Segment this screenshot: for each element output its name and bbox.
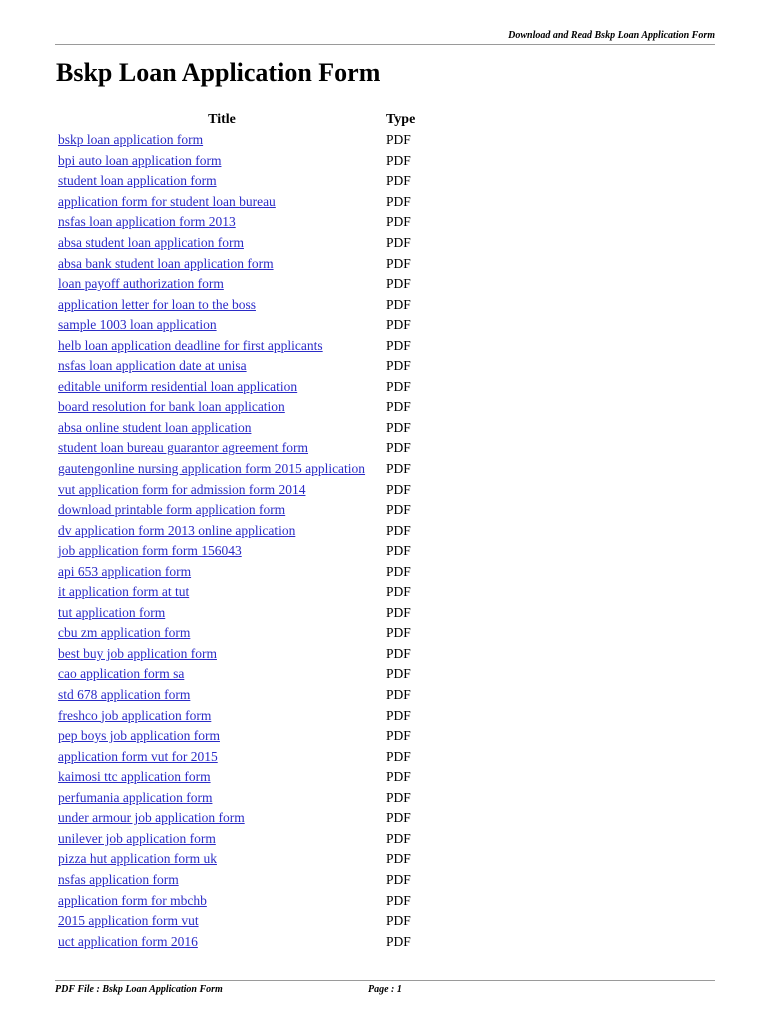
table-row <box>58 233 415 254</box>
type-cell: PDF <box>386 522 411 538</box>
document-link[interactable]: it application form at tut <box>58 584 190 600</box>
footer-divider <box>55 980 715 981</box>
table-row <box>58 274 415 295</box>
document-link[interactable]: application letter for loan to the boss <box>58 296 256 312</box>
table-header-row <box>58 110 415 130</box>
type-cell: PDF <box>386 378 411 394</box>
table-row <box>58 931 415 952</box>
title-cell <box>58 664 386 685</box>
title-cell <box>58 767 386 788</box>
title-cell <box>58 315 386 336</box>
table-row <box>58 705 415 726</box>
document-link[interactable]: dv application form 2013 online application <box>58 522 296 538</box>
table-row <box>58 459 415 480</box>
type-cell: PDF <box>386 913 411 929</box>
title-cell <box>58 788 386 809</box>
column-header-type: Type <box>386 112 416 127</box>
type-cell: PDF <box>386 625 411 641</box>
title-cell <box>58 623 386 644</box>
table-row <box>58 500 415 521</box>
type-cell: PDF <box>386 871 411 887</box>
type-cell: PDF <box>386 214 411 230</box>
table-row <box>58 685 415 706</box>
document-link[interactable]: uct application form 2016 <box>58 933 198 949</box>
document-link[interactable]: bpi auto loan application form <box>58 152 222 168</box>
title-cell <box>58 644 386 665</box>
table-row <box>58 438 415 459</box>
column-header-title: Title <box>208 112 236 127</box>
type-cell: PDF <box>386 440 411 456</box>
table-row <box>58 151 415 172</box>
document-link[interactable]: best buy job application form <box>58 645 217 661</box>
document-link[interactable]: editable uniform residential loan application <box>58 378 298 394</box>
document-link[interactable]: under armour job application form <box>58 810 245 826</box>
type-cell: PDF <box>386 563 411 579</box>
document-link[interactable]: freshco job application form <box>58 707 212 723</box>
type-cell: PDF <box>386 296 411 312</box>
table-row <box>58 377 415 398</box>
table-row <box>58 418 415 439</box>
type-cell: PDF <box>386 666 411 682</box>
table-row <box>58 561 415 582</box>
title-cell <box>58 561 386 582</box>
type-cell: PDF <box>386 851 411 867</box>
table-row <box>58 623 415 644</box>
table-row <box>58 192 415 213</box>
footer-page-number: Page : 1 <box>368 984 402 995</box>
table-row <box>58 520 415 541</box>
type-cell: PDF <box>386 892 411 908</box>
document-link[interactable]: board resolution for bank loan application <box>58 399 285 415</box>
type-cell: PDF <box>386 543 411 559</box>
title-cell <box>58 911 386 932</box>
title-cell <box>58 418 386 439</box>
document-link[interactable]: cao application form sa <box>58 666 185 682</box>
table-row <box>58 890 415 911</box>
table-row <box>58 603 415 624</box>
type-cell: PDF <box>386 481 411 497</box>
table-row <box>58 479 415 500</box>
document-link[interactable]: kaimosi ttc application form <box>58 769 211 785</box>
type-cell: PDF <box>386 358 411 374</box>
table-row <box>58 397 415 418</box>
type-cell: PDF <box>386 173 411 189</box>
title-cell <box>58 397 386 418</box>
title-cell <box>58 459 386 480</box>
type-cell: PDF <box>386 235 411 250</box>
type-cell: PDF <box>386 584 411 600</box>
document-link[interactable]: unilever job application form <box>58 830 216 846</box>
table-row <box>58 356 415 377</box>
table-body <box>58 130 415 952</box>
title-cell <box>58 829 386 850</box>
title-cell <box>58 685 386 706</box>
type-cell: PDF <box>386 255 411 271</box>
title-cell <box>58 233 386 254</box>
type-cell: PDF <box>386 461 411 477</box>
title-cell <box>58 171 386 192</box>
title-cell <box>58 356 386 377</box>
title-cell <box>58 603 386 624</box>
table-row <box>58 582 415 603</box>
document-link[interactable]: application form for student loan bureau <box>58 193 276 209</box>
table-row <box>58 911 415 932</box>
document-link[interactable]: student loan application form <box>58 173 217 189</box>
table-row <box>58 541 415 562</box>
document-link[interactable]: 2015 application form vut <box>58 913 199 929</box>
table-row <box>58 664 415 685</box>
type-cell: PDF <box>386 728 411 744</box>
document-link[interactable]: student loan bureau guarantor agreement form <box>58 440 309 456</box>
document-link[interactable]: sample 1003 loan application <box>58 317 217 333</box>
table-row <box>58 788 415 809</box>
title-cell <box>58 438 386 459</box>
document-link[interactable]: application form for mbchb <box>58 892 207 908</box>
document-link[interactable]: perfumania application form <box>58 789 213 805</box>
title-cell <box>58 151 386 172</box>
document-link[interactable]: nsfas application form <box>58 871 179 887</box>
title-cell <box>58 212 386 233</box>
document-link[interactable]: loan payoff authorization form <box>58 276 224 292</box>
document-link[interactable]: absa bank student loan application form <box>58 255 274 271</box>
table-row <box>58 726 415 747</box>
title-cell <box>58 500 386 521</box>
type-cell: PDF <box>386 337 411 353</box>
title-cell <box>58 192 386 213</box>
document-table <box>58 110 415 952</box>
document-link[interactable]: vut application form for admission form 2014 <box>58 481 306 497</box>
table-row <box>58 644 415 665</box>
type-cell: PDF <box>386 317 411 333</box>
page-title: Bskp Loan Application Form <box>56 58 381 87</box>
document-link[interactable]: pizza hut application form uk <box>58 851 217 867</box>
table-row <box>58 130 415 151</box>
table-row <box>58 253 415 274</box>
document-link[interactable]: bskp loan application form <box>58 132 204 148</box>
document-link[interactable]: std 678 application form <box>58 687 191 703</box>
document-link[interactable]: nsfas loan application form 2013 <box>58 214 236 230</box>
title-cell <box>58 479 386 500</box>
document-link[interactable]: absa student loan application form <box>58 235 244 250</box>
table-row <box>58 829 415 850</box>
type-cell: PDF <box>386 830 411 846</box>
type-cell: PDF <box>386 707 411 723</box>
title-cell <box>58 890 386 911</box>
type-cell: PDF <box>386 132 411 148</box>
title-cell <box>58 377 386 398</box>
table-row <box>58 212 415 233</box>
document-link[interactable]: application form vut for 2015 <box>58 748 218 764</box>
table-row <box>58 746 415 767</box>
document-link[interactable]: job application form form 156043 <box>58 543 242 559</box>
type-cell: PDF <box>386 687 411 703</box>
title-cell <box>58 705 386 726</box>
table-row <box>58 171 415 192</box>
title-cell <box>58 253 386 274</box>
title-cell <box>58 294 386 315</box>
title-cell <box>58 931 386 952</box>
type-cell: PDF <box>386 604 411 620</box>
title-cell <box>58 274 386 295</box>
type-cell: PDF <box>386 193 411 209</box>
type-cell: PDF <box>386 419 411 435</box>
header-divider <box>55 44 715 45</box>
document-link[interactable]: download printable form application form <box>58 502 286 518</box>
type-cell: PDF <box>386 276 411 292</box>
title-cell <box>58 582 386 603</box>
document-link[interactable]: absa online student loan application <box>58 419 252 435</box>
title-cell <box>58 130 386 151</box>
title-cell <box>58 335 386 356</box>
type-cell: PDF <box>386 502 411 518</box>
type-cell: PDF <box>386 748 411 764</box>
document-link[interactable]: gautengonline nursing application form 2015 application <box>58 461 366 477</box>
type-cell: PDF <box>386 769 411 785</box>
document-link[interactable]: nsfas loan application date at unisa <box>58 358 247 374</box>
document-link[interactable]: cbu zm application form <box>58 625 191 641</box>
table-row <box>58 808 415 829</box>
document-link[interactable]: pep boys job application form <box>58 728 220 744</box>
table-row <box>58 294 415 315</box>
document-link[interactable]: helb loan application deadline for first applicants <box>58 337 323 353</box>
footer-file-label: PDF File : Bskp Loan Application Form <box>55 984 223 995</box>
table-row <box>58 870 415 891</box>
type-cell: PDF <box>386 399 411 415</box>
type-cell: PDF <box>386 789 411 805</box>
table-row <box>58 335 415 356</box>
title-cell <box>58 870 386 891</box>
title-cell <box>58 541 386 562</box>
title-cell <box>58 808 386 829</box>
title-cell <box>58 746 386 767</box>
title-cell <box>58 520 386 541</box>
header-note: Download and Read Bskp Loan Application Form <box>508 30 715 41</box>
type-cell: PDF <box>386 933 411 949</box>
title-cell <box>58 849 386 870</box>
table-row <box>58 849 415 870</box>
table-row <box>58 315 415 336</box>
table-row <box>58 767 415 788</box>
title-cell <box>58 726 386 747</box>
document-link[interactable]: tut application form <box>58 604 166 620</box>
type-cell: PDF <box>386 645 411 661</box>
type-cell: PDF <box>386 152 411 168</box>
type-cell: PDF <box>386 810 411 826</box>
document-link[interactable]: api 653 application form <box>58 563 192 579</box>
